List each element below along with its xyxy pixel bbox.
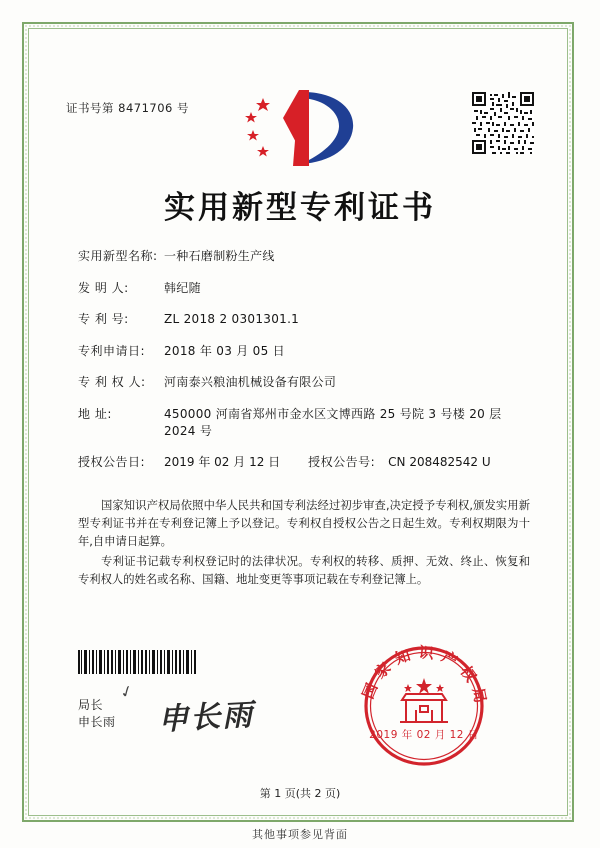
field-row — [78, 248, 528, 265]
field-value-name: 一种石磨制粉生产线 — [164, 249, 275, 263]
field-value-application-date: 2018 年 03 月 05 日 — [164, 343, 285, 358]
page-indicator: 第 1 页(共 2 页) — [259, 787, 341, 800]
field-label-patentee: 专 利 权 人: — [78, 375, 146, 389]
signature-handwriting: 申长雨 — [157, 697, 255, 738]
official-seal — [350, 632, 498, 780]
field-label-address: 地 址: — [78, 406, 112, 421]
grant-number-group — [308, 454, 490, 471]
seal-date: 2019 年 02 月 12 日 — [369, 729, 479, 741]
field-row — [78, 280, 528, 297]
signature-stroke-mark: ✓ — [117, 680, 137, 703]
certificate-number: 证书号第 8471706 号 — [66, 101, 190, 115]
field-row — [78, 343, 528, 360]
field-row — [78, 406, 528, 440]
legal-paragraph-2: 专利证书记载专利权登记时的法律状况。专利权的转移、质押、无效、终止、恢复和专利权人的姓名或名称、国籍、地址变更等事项记载在专利登记簿上。 — [78, 555, 530, 586]
field-label-grant-date: 授权公告日: — [78, 455, 146, 469]
field-label-grant-number: 授权公告号: — [308, 455, 376, 469]
page-title: 实用新型专利证书 — [164, 190, 436, 226]
signature-name: 申长雨 — [78, 715, 116, 729]
signature-title — [78, 697, 116, 731]
field-row — [78, 374, 528, 391]
field-label-inventor: 发 明 人: — [78, 280, 129, 295]
field-value-inventor: 韩纪随 — [164, 280, 201, 295]
signature-role: 局长 — [78, 698, 104, 712]
footnote: 其他事项参见背面 — [252, 828, 348, 841]
legal-paragraph-1: 国家知识产权局依照中华人民共和国专利法经过初步审查,决定授予专利权,颁发实用新型专利证书并在专利登记簿上予以登记。专利权自授权公告之日起生效。专利权期限为十年,自申请日起算。 — [78, 499, 530, 548]
field-value-patentee: 河南泰兴粮油机械设备有限公司 — [164, 375, 337, 389]
field-value-grant-date: 2019 年 02 月 12 日 — [164, 455, 281, 469]
field-row-grant — [78, 454, 528, 471]
barcode — [78, 650, 196, 674]
cnipa-logo — [243, 88, 358, 168]
field-value-grant-number: CN 208482542 U — [388, 455, 491, 469]
field-label-application-date: 专利申请日: — [78, 343, 146, 358]
field-label-patent-no: 专 利 号: — [78, 312, 129, 326]
svg-text:国家知识产权局: 国家知识产权局 — [358, 643, 491, 712]
grant-date-group — [78, 454, 280, 471]
qr-code — [472, 92, 534, 154]
field-label-name: 实用新型名称: — [78, 249, 158, 263]
legal-text — [78, 497, 530, 591]
field-value-address: 450000 河南省郑州市金水区文博西路 25 号院 3 号楼 20 层 2024 号 — [164, 406, 502, 438]
field-row — [78, 311, 528, 328]
fields-list — [78, 248, 528, 486]
field-value-patent-no: ZL 2018 2 0301301.1 — [164, 312, 300, 326]
